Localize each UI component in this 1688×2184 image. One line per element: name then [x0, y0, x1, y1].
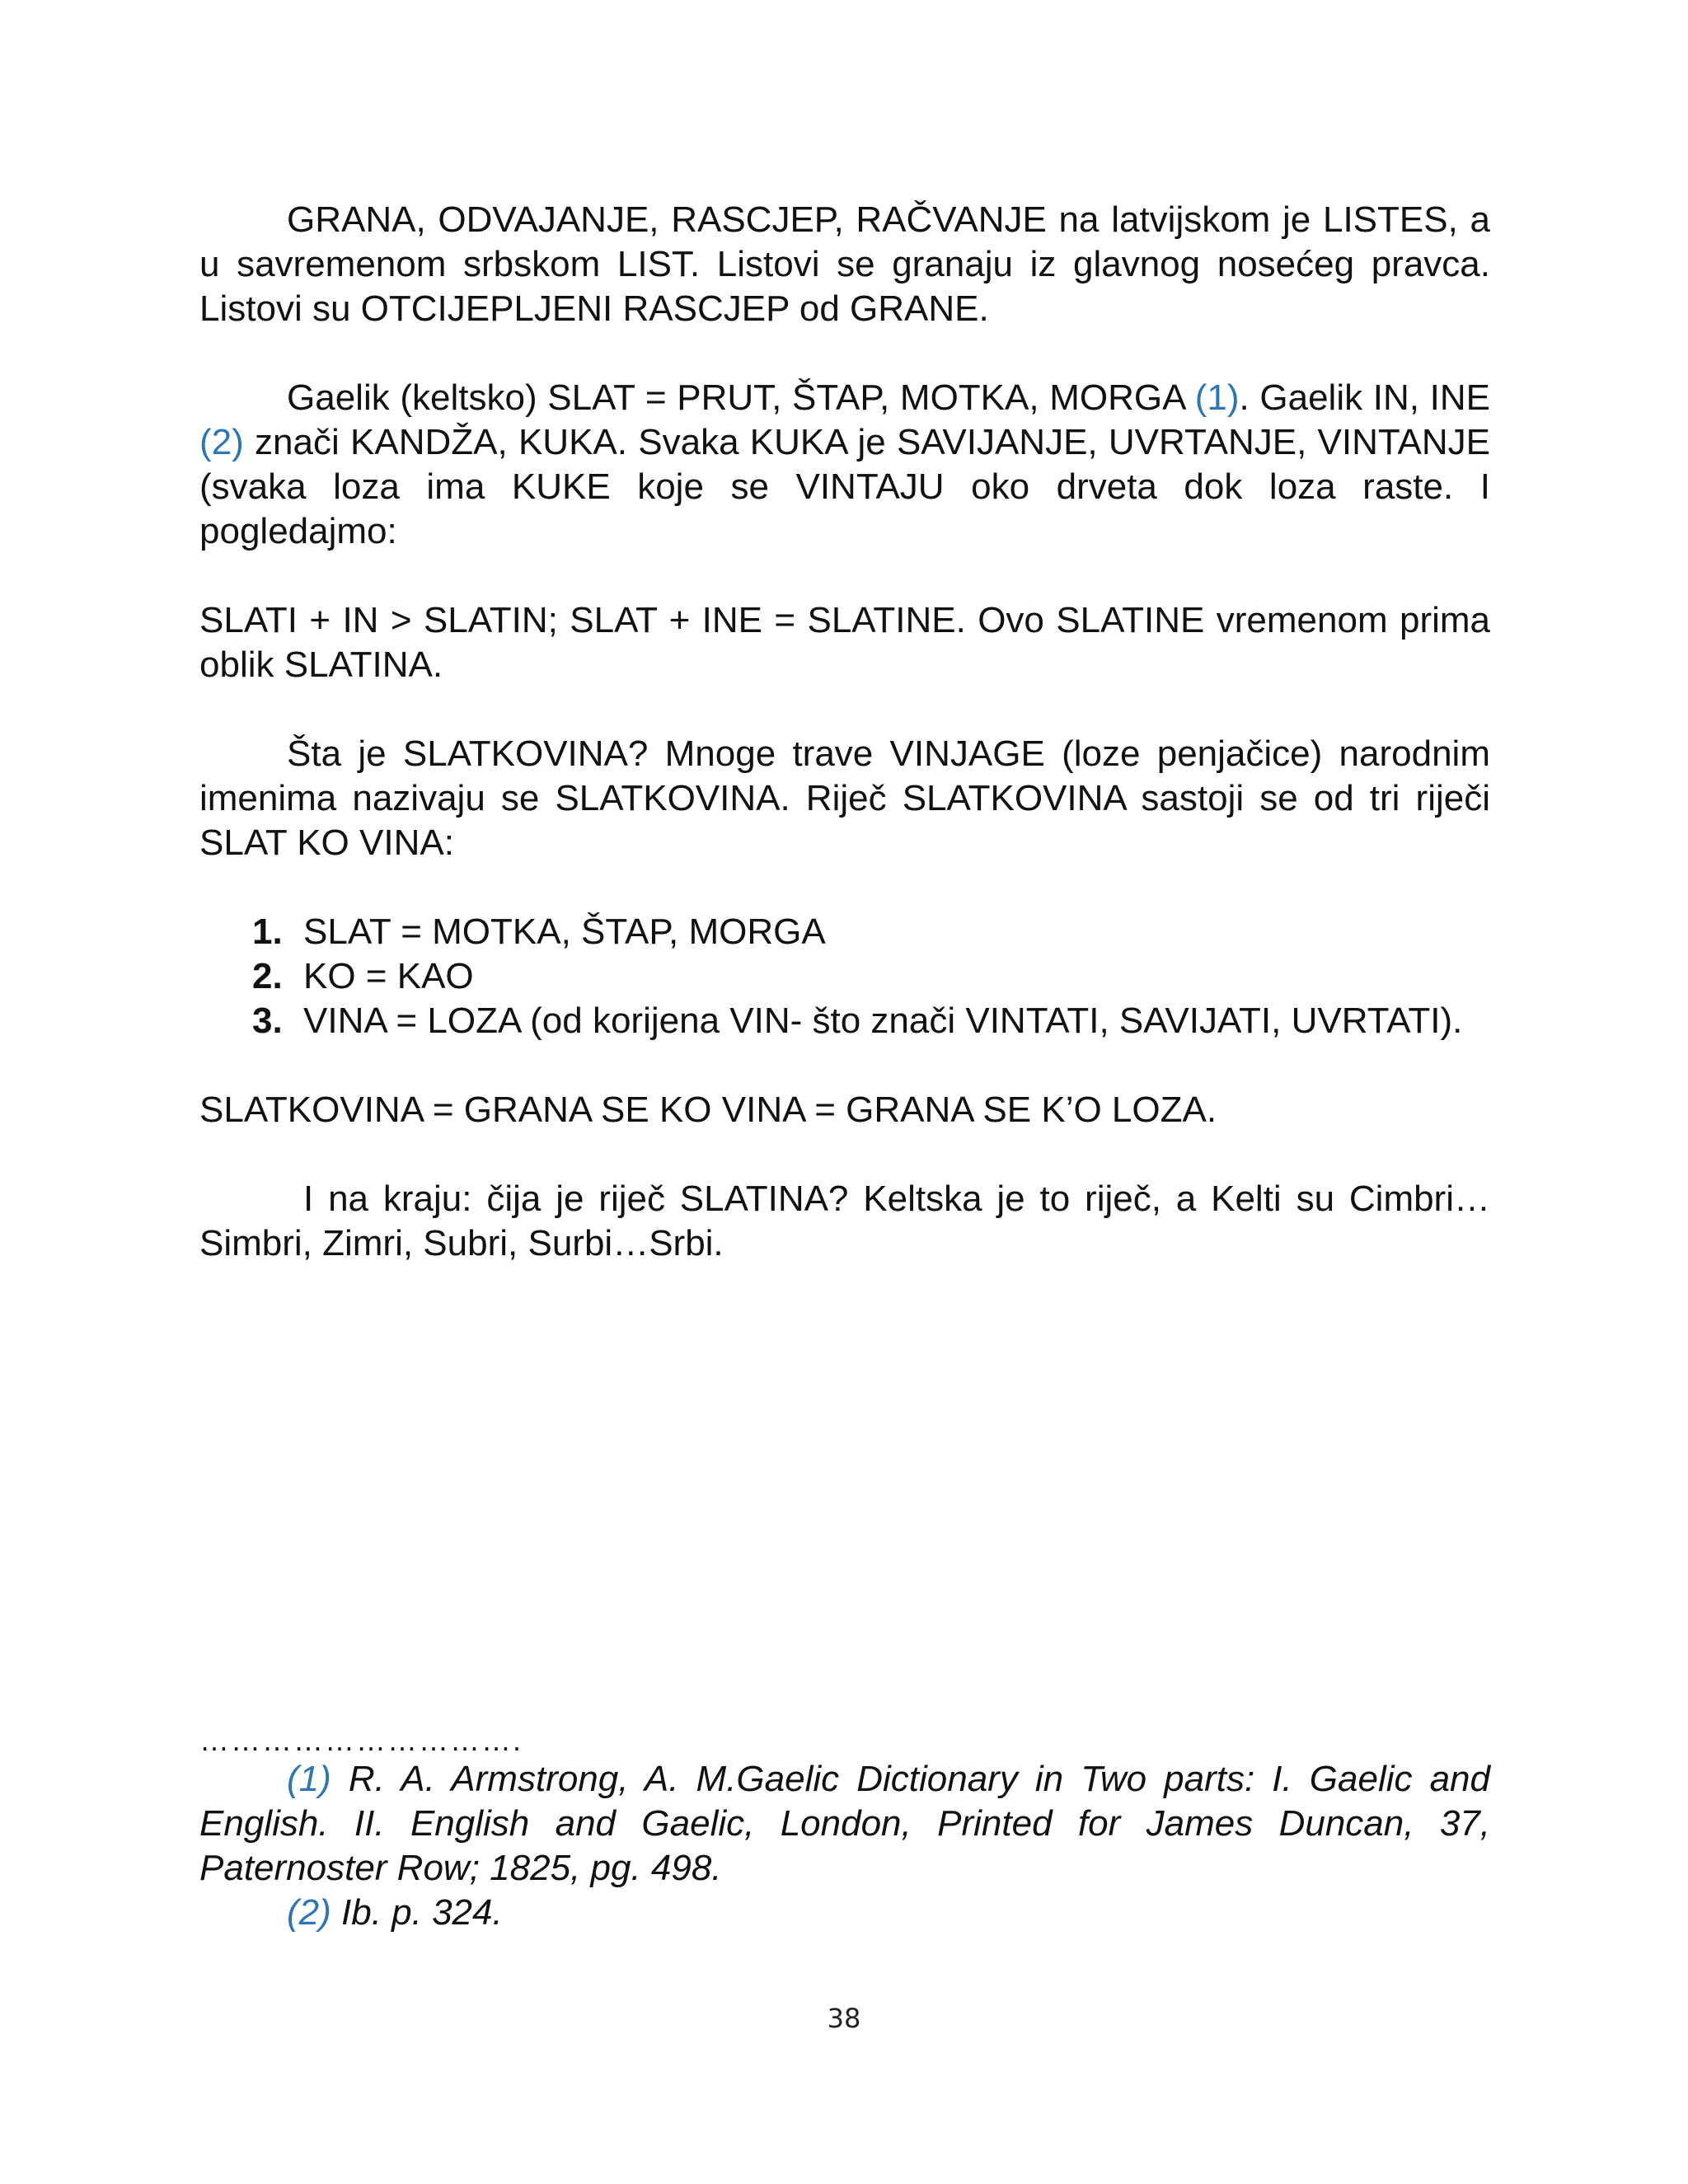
list-item-text: VINA = LOZA (od korijena VIN- što znači VINTATI, SAVIJATI, UVRTATI).	[303, 1001, 1463, 1041]
list-item-text: SLAT = MOTKA, ŠTAP, MORGA	[303, 912, 826, 952]
footnote-2-marker: (2)	[287, 1892, 331, 1933]
paragraph-gaelik-text-a: Gaelik (keltsko) SLAT = PRUT, ŠTAP, MOTKA, MORGA	[287, 377, 1195, 418]
document-body	[199, 198, 1490, 1266]
paragraph-conclusion: I na kraju: čija je riječ SLATINA? Keltska je to riječ, a Kelti su Cimbri…Simbri, Zimri, Subri, Surbi…Srbi.	[199, 1179, 1490, 1263]
word-breakdown-list	[199, 910, 1490, 1043]
footnote-2	[199, 1891, 1490, 1935]
paragraph-gaelik-text-c: znači KANDŽA, KUKA. Svaka KUKA je SAVIJANJE, UVRTANJE, VINTANJE (svaka loza ima KUKE koje se VINTAJU oko drveta dok loza raste. I pogledajmo:	[199, 422, 1490, 551]
page-number: 38	[827, 2003, 861, 2034]
footnote-1-text: R. A. Armstrong, A. M.Gaelic Dictionary in Two parts: I. Gaelic and English. II. English and Gaelic, London, Printed for James Duncan, 37, Paternoster Row; 1825, pg. 498.	[199, 1759, 1490, 1888]
paragraph-gaelik	[199, 376, 1490, 554]
list-item	[199, 954, 1490, 999]
paragraph-slatkovina: Šta je SLATKOVINA? Mnoge trave VINJAGE (loze penjačice) narodnim imenima nazivaju se SLATKOVINA. Riječ SLATKOVINA sastoji se od tri riječi SLAT KO VINA:	[199, 733, 1490, 863]
footnote-separator: ………………………….	[199, 1723, 523, 1757]
footnote-2-text: Ib. p. 324.	[331, 1892, 503, 1933]
list-item-number: 2.	[252, 956, 283, 996]
list-item-text: KO = KAO	[303, 956, 474, 996]
paragraph-slatin: SLATI + IN > SLATIN; SLAT + INE = SLATINE. Ovo SLATINE vremenom prima oblik SLATINA.	[199, 600, 1490, 685]
list-item	[199, 999, 1490, 1043]
list-item	[199, 910, 1490, 954]
footnote-ref-2[interactable]: (2)	[199, 422, 244, 462]
paragraph-equation: SLATKOVINA = GRANA SE KO VINA = GRANA SE K’O LOZA.	[199, 1090, 1217, 1130]
footnote-ref-1[interactable]: (1)	[1194, 377, 1240, 418]
paragraph-gaelik-text-b: . Gaelik IN, INE	[1239, 377, 1490, 418]
list-item-number: 3.	[252, 1001, 283, 1041]
footnote-1	[199, 1757, 1490, 1891]
footnote-1-marker: (1)	[287, 1759, 331, 1799]
paragraph-grana: GRANA, ODVAJANJE, RASCJEP, RAČVANJE na latvijskom je LISTES, a u savremenom srbskom LIST. Listovi se granaju iz glavnog nosećeg pravca. Listovi su OTCIJEPLJENI RASCJEP od GRANE.	[199, 199, 1490, 329]
footnotes	[199, 1724, 1490, 1935]
list-item-number: 1.	[252, 912, 283, 952]
